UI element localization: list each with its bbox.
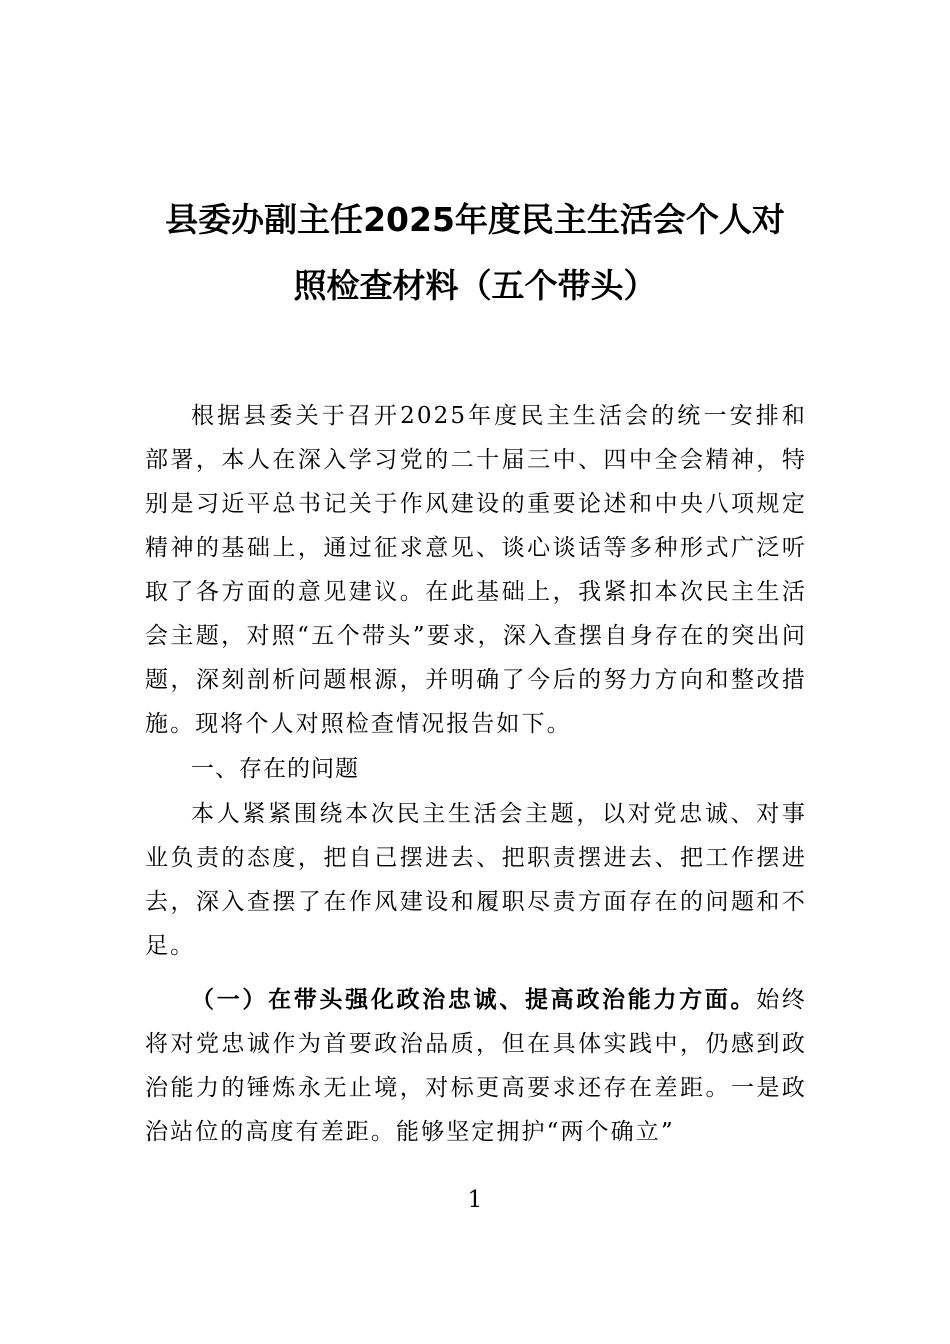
section-1-heading: 一、存在的问题 xyxy=(191,756,359,782)
subsection-1-lead: （一）在带头强化政治忠诚、提高政治能力方面。 xyxy=(191,986,757,1013)
document-body xyxy=(145,394,807,1154)
document-title-line-2: 照检查材料（五个带头） xyxy=(293,266,657,305)
document-title-line-1: 县委办副主任2025年度民主生活会个人对 xyxy=(165,200,785,239)
section-1-paragraph: 本人紧紧围绕本次民主生活会主题，以对党忠诚、对事业负责的态度，把自己摆进去、把职责摆进去、把工作摆进去，深入查摆了在作风建设和履职尽责方面存在的问题和不足。 xyxy=(145,801,807,959)
subsection-1-paragraph xyxy=(145,978,807,1154)
intro-paragraph: 根据县委关于召开2025年度民主生活会的统一安排和部署，本人在深入学习党的二十届三中、四中全会精神，特别是习近平总书记关于作风建设的重要论述和中央八项规定精神的基础上，通过征求意见、谈心谈话等多种形式广泛听取了各方面的意见建议。在此基础上，我紧扣本次民主生活会主题，对照“五个带头”要求，深入查摆自身存在的突出问题，深刻剖析问题根源，并明确了今后的努力方向和整改措施。现将个人对照检查情况报告如下。 xyxy=(145,403,807,737)
page-number: 1 xyxy=(467,1187,483,1213)
subsection-1-text: 始终将对党忠诚作为首要政治品质，但在具体实践中，仍感到政治能力的锤炼永无止境，对标更高要求还存在差距。一是政治站位的高度有差距。能够坚定拥护“两个确立” xyxy=(145,987,807,1145)
